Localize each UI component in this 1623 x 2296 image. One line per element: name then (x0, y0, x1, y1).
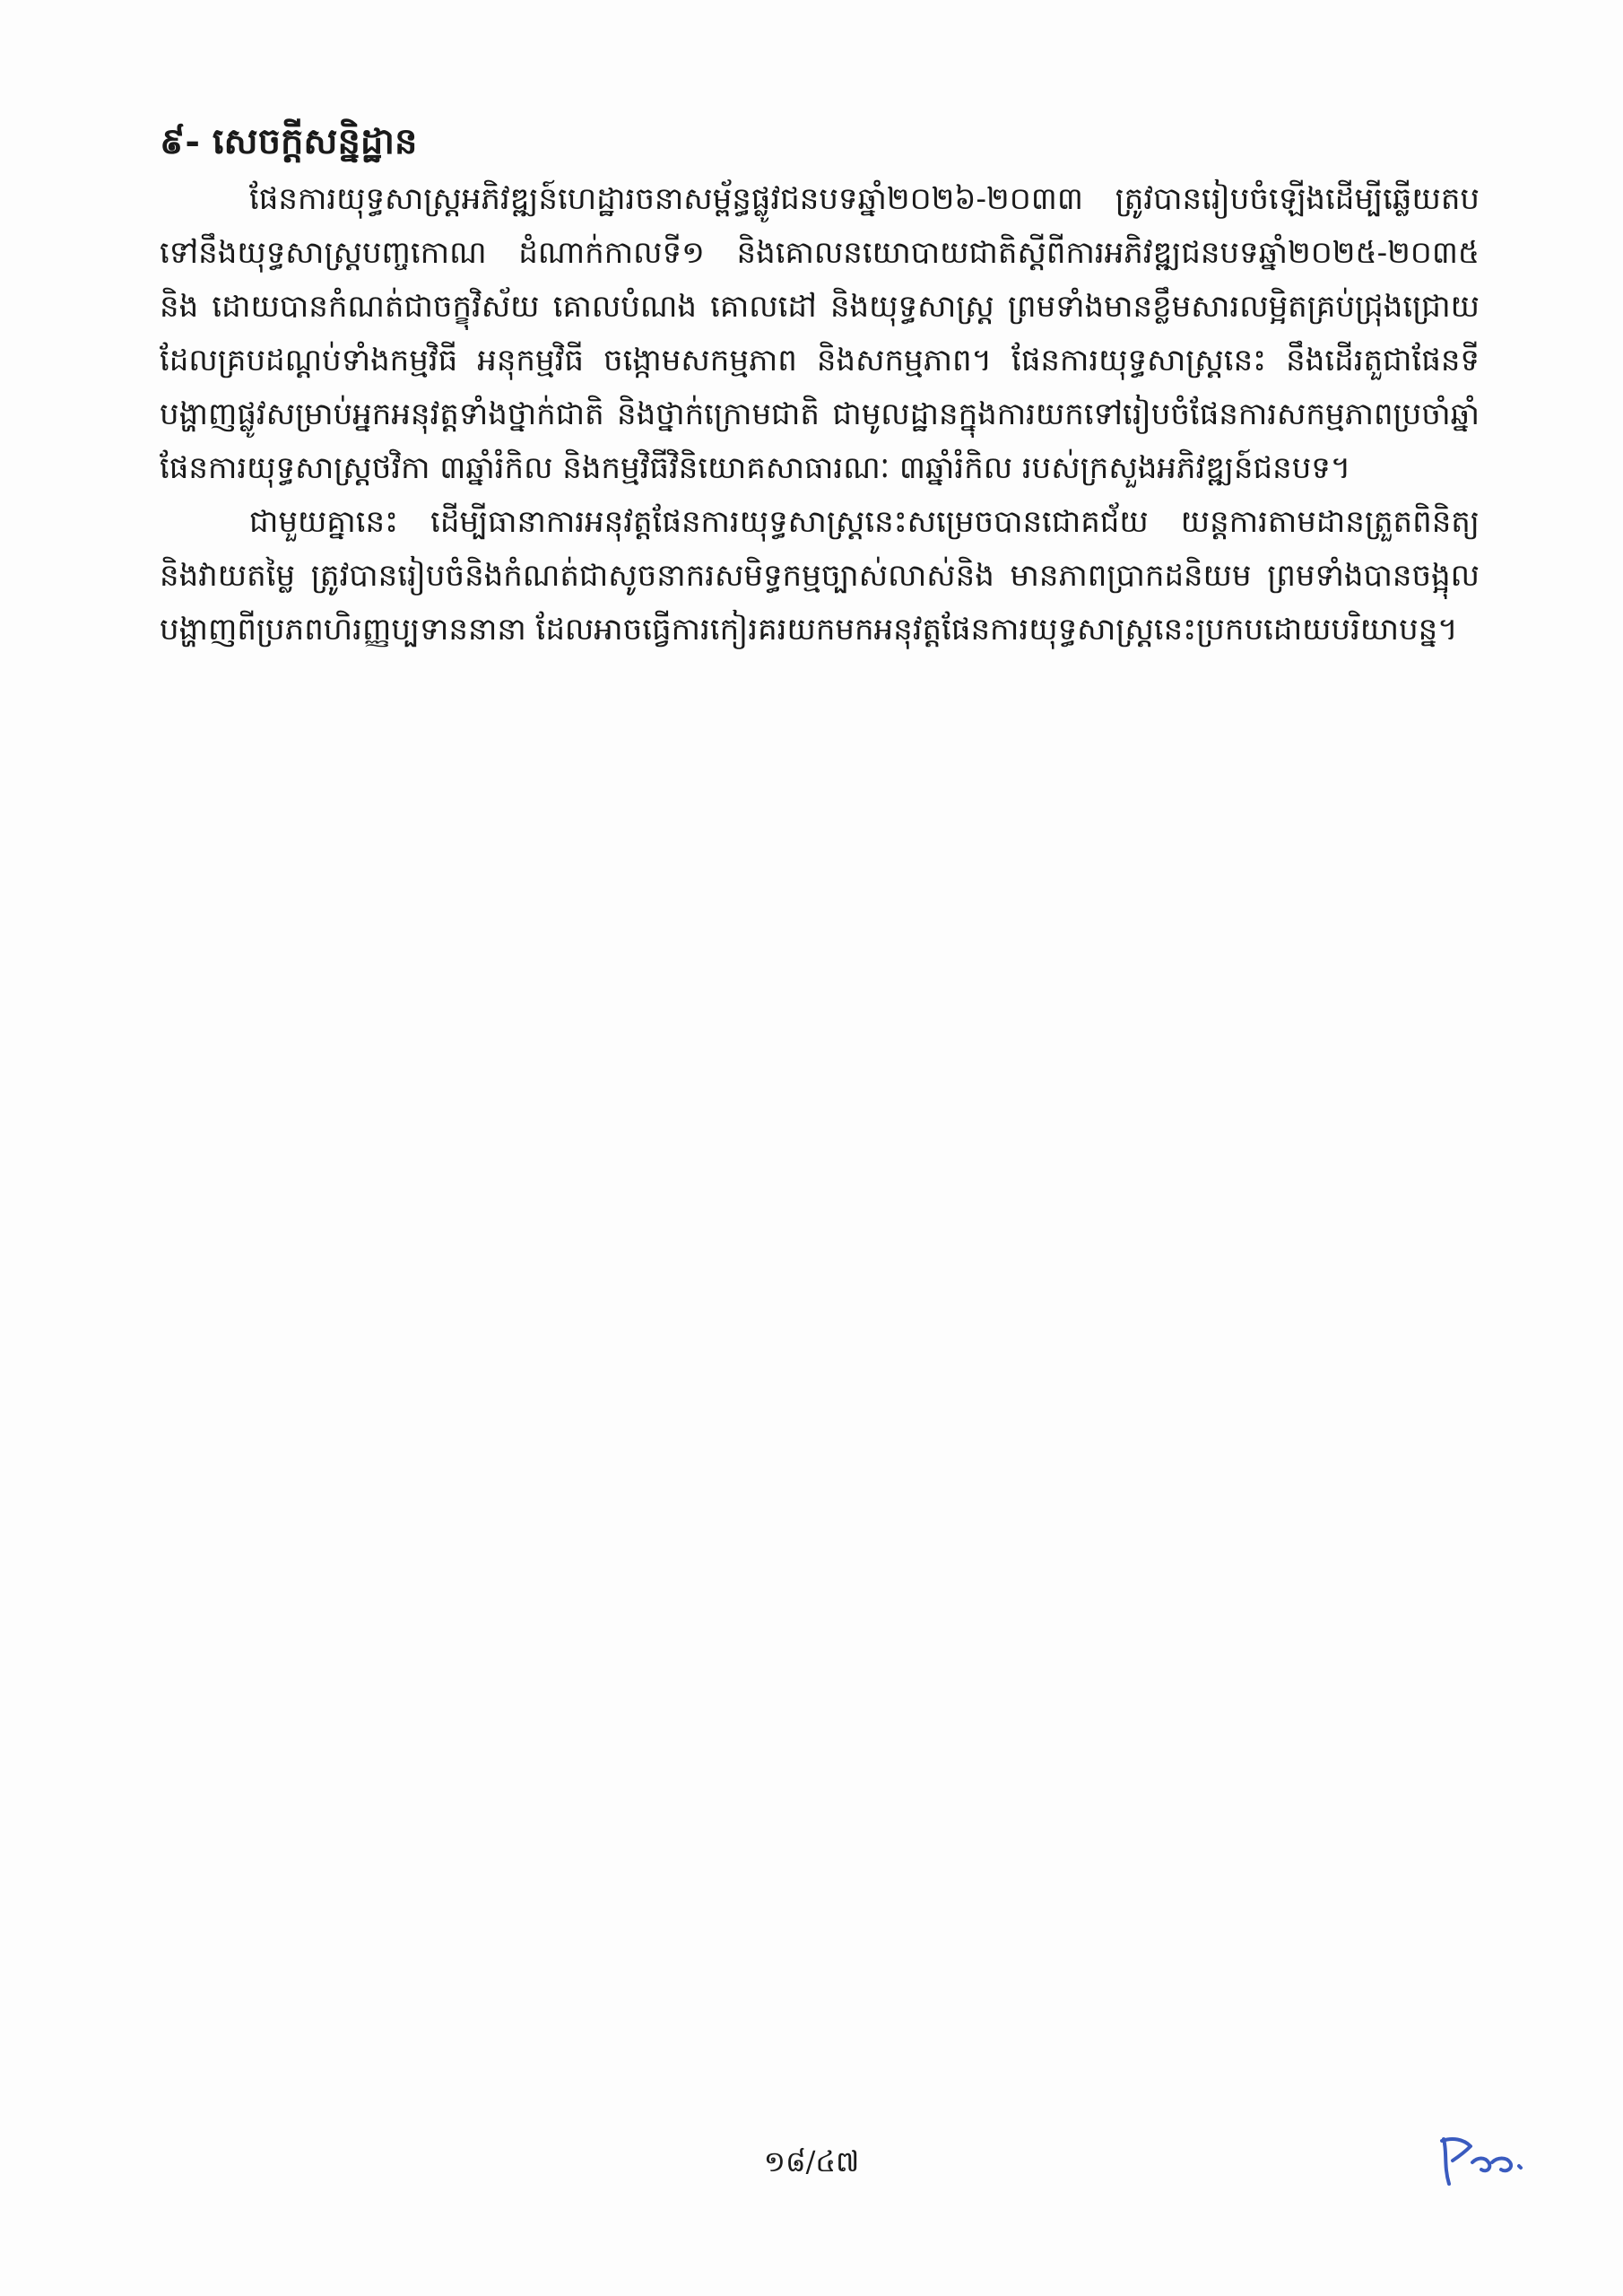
paragraph-2: ជាមួយគ្នានេះ ដើម្បីធានាការអនុវត្តផែនការយុទ្ធសាស្ត្រនេះសម្រេចបានជោគជ័យ យន្តការតាមដានត្រួតពិនិត្យ និងវាយតម្លៃ ត្រូវបានរៀបចំនិងកំណត់ជាសូចនាករសមិទ្ធកម្មច្បាស់លាស់និង មានភាពប្រាកដនិយម ព្រមទាំងបានចង្អុលបង្ហាញពីប្រភពហិរញ្ញប្បទាននានា ដែលអាចធ្វើការកៀរគរយកមកអនុវត្តផែនការយុទ្ធសាស្ត្រនេះប្រកបដោយបរិយាបន្ន។ (160, 504, 1480, 648)
page-number: ១៨/៤៧ (763, 2144, 860, 2179)
signature-mark (1426, 2121, 1569, 2193)
body-text (160, 172, 1480, 657)
section-heading: ៩- សេចក្តីសន្និដ្ឋាន (160, 120, 418, 162)
paragraph-1: ផែនការយុទ្ធសាស្ត្រអភិវឌ្ឍន៍ហេដ្ឋារចនាសម្ព័ន្ធផ្លូវជនបទឆ្នាំ២០២៦-២០៣៣ ត្រូវបានរៀបចំឡើងដើម្បីឆ្លើយតបទៅនឹងយុទ្ធសាស្ត្របញ្ចកោណ ដំណាក់កាលទី១ និងគោលនយោបាយជាតិស្តីពីការអភិវឌ្ឍជនបទឆ្នាំ២០២៥-២០៣៥ និង ដោយបានកំណត់ជាចក្ខុវិស័យ គោលបំណង គោលដៅ និងយុទ្ធសាស្ត្រ ព្រមទាំងមានខ្លឹមសារលម្អិតគ្រប់ជ្រុងជ្រោយដែលគ្របដណ្តប់ទាំងកម្មវិធី អនុកម្មវិធី ចង្កោមសកម្មភាព និងសកម្មភាព។ ផែនការយុទ្ធសាស្ត្រនេះ នឹងដើរតួជាផែនទីបង្ហាញផ្លូវសម្រាប់អ្នកអនុវត្តទាំងថ្នាក់ជាតិ និងថ្នាក់ក្រោមជាតិ ជាមូលដ្ឋានក្នុងការយកទៅរៀបចំផែនការសកម្មភាពប្រចាំឆ្នាំ ផែនការយុទ្ធសាស្ត្រថវិកា ៣ឆ្នាំរំកិល និងកម្មវិធីវិនិយោគសាធារណៈ ៣ឆ្នាំរំកិល របស់ក្រសួងអភិវឌ្ឍន៍ជនបទ។ (160, 181, 1480, 486)
